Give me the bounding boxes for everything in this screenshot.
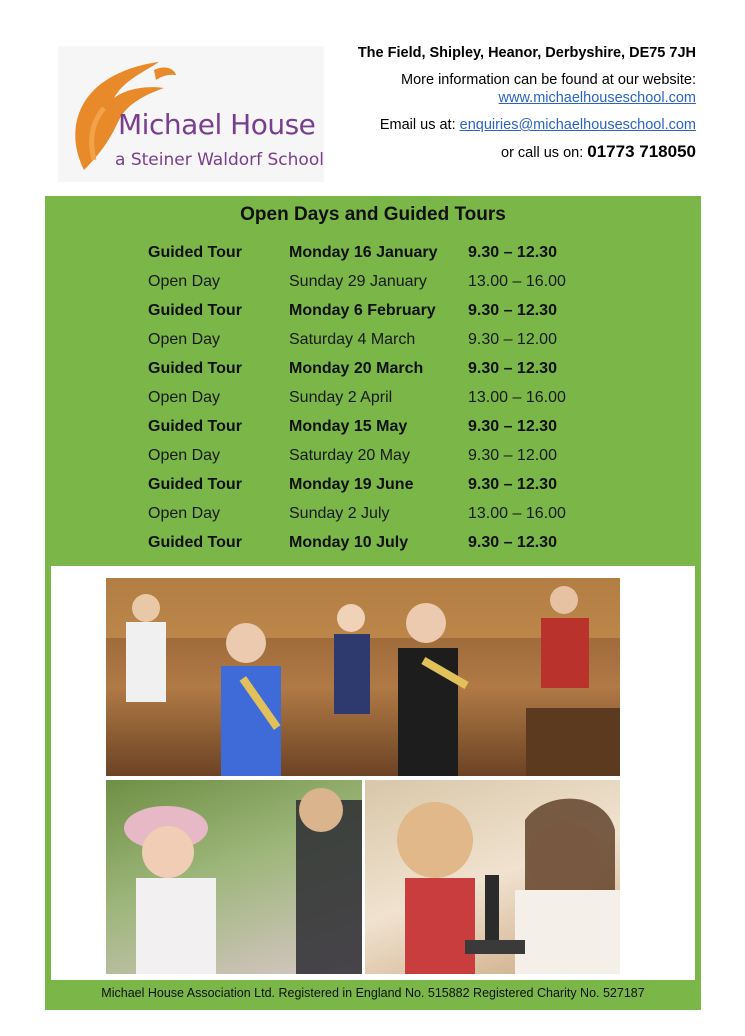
- event-time: 9.30 – 12.00: [468, 331, 557, 348]
- event-time: 13.00 – 16.00: [468, 505, 566, 522]
- footer-registration: Michael House Association Ltd. Registered in England No. 515882 Registered Charity No. 527187: [101, 986, 645, 1000]
- email-label: Email us at:: [379, 117, 460, 133]
- event-time: 13.00 – 16.00: [468, 273, 566, 290]
- schedule-table: [148, 238, 608, 557]
- phone-number: 01773 718050: [587, 142, 696, 161]
- schedule-row: [148, 238, 608, 267]
- event-time: 9.30 – 12.30: [468, 302, 557, 319]
- email-link[interactable]: enquiries@michaelhouseschool.com: [459, 117, 696, 133]
- event-date: Monday 6 February: [289, 302, 436, 319]
- event-time: 9.30 – 12.00: [468, 447, 557, 464]
- event-date: Sunday 2 April: [289, 389, 393, 406]
- photo-collage: [51, 566, 695, 980]
- event-date: Monday 19 June: [289, 476, 414, 493]
- event-type: Guided Tour: [148, 476, 242, 493]
- event-date: Sunday 29 January: [289, 273, 427, 290]
- school-logo: [58, 46, 324, 182]
- event-type: Open Day: [148, 273, 221, 290]
- event-date: Monday 20 March: [289, 360, 424, 377]
- event-date: Saturday 4 March: [289, 331, 416, 348]
- event-time: 9.30 – 12.30: [468, 244, 557, 261]
- schedule-row: [148, 354, 608, 383]
- photo-microscope: [365, 780, 620, 974]
- school-address: The Field, Shipley, Heanor, Derbyshire, DE75 7JH: [357, 45, 696, 61]
- photo-children-recorders: [106, 578, 620, 776]
- event-time: 9.30 – 12.30: [468, 476, 557, 493]
- schedule-row: [148, 499, 608, 528]
- event-date: Sunday 2 July: [289, 505, 390, 522]
- events-panel: [45, 196, 701, 1010]
- event-time: 9.30 – 12.30: [468, 418, 557, 435]
- event-date: Saturday 20 May: [289, 447, 410, 464]
- event-type: Guided Tour: [148, 534, 242, 551]
- event-type: Open Day: [148, 331, 221, 348]
- schedule-row: [148, 267, 608, 296]
- website-info-text: More information can be found at our website:: [401, 72, 696, 88]
- schedule-row: [148, 325, 608, 354]
- event-type: Guided Tour: [148, 418, 242, 435]
- event-date: Monday 15 May: [289, 418, 408, 435]
- schedule-row: [148, 528, 608, 557]
- schedule-row: [148, 441, 608, 470]
- event-date: Monday 10 July: [289, 534, 409, 551]
- event-type: Guided Tour: [148, 302, 242, 319]
- logo-subtitle: a Steiner Waldorf School: [115, 150, 324, 170]
- event-time: 13.00 – 16.00: [468, 389, 566, 406]
- contact-block: [358, 44, 696, 162]
- schedule-title: Open Days and Guided Tours: [240, 204, 506, 225]
- website-link[interactable]: www.michaelhouseschool.com: [498, 90, 696, 106]
- event-type: Guided Tour: [148, 360, 242, 377]
- email-line: [358, 116, 696, 134]
- schedule-row: [148, 296, 608, 325]
- schedule-row: [148, 470, 608, 499]
- event-type: Open Day: [148, 389, 221, 406]
- phone-line: [358, 143, 696, 162]
- event-type: Open Day: [148, 447, 221, 464]
- photo-girl-outdoors: [106, 780, 362, 974]
- event-date: Monday 16 January: [289, 244, 438, 261]
- event-time: 9.30 – 12.30: [468, 534, 557, 551]
- event-time: 9.30 – 12.30: [468, 360, 557, 377]
- logo-title: Michael House: [118, 108, 316, 141]
- schedule-row: [148, 412, 608, 441]
- event-type: Guided Tour: [148, 244, 242, 261]
- schedule-row: [148, 383, 608, 412]
- phone-label: or call us on:: [501, 145, 588, 161]
- event-type: Open Day: [148, 505, 221, 522]
